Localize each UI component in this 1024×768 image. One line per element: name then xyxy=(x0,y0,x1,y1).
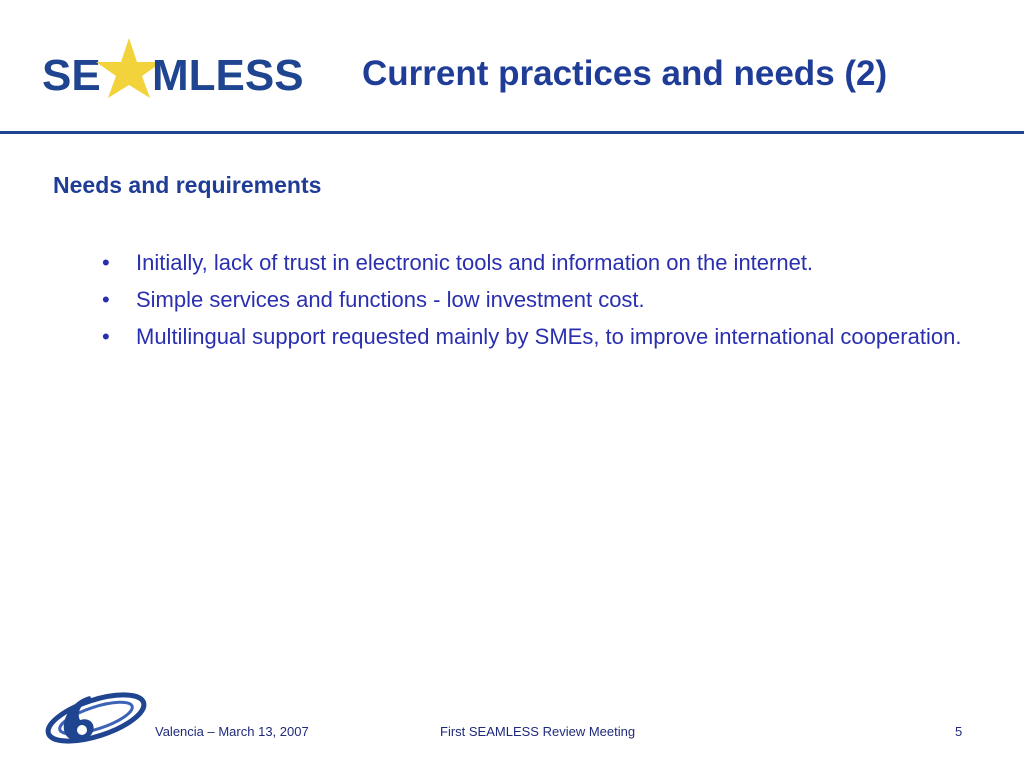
fp6-logo xyxy=(38,688,148,748)
seamless-logo xyxy=(40,36,304,100)
bullet-dot: • xyxy=(102,287,110,312)
title-divider xyxy=(0,131,1024,134)
bullet-item xyxy=(100,247,980,278)
bullet-text: Initially, lack of trust in electronic tools and information on the internet. xyxy=(136,250,814,275)
bullet-text: Multilingual support requested mainly by SMEs, to improve international cooperation. xyxy=(136,324,962,349)
page-number: 5 xyxy=(955,724,963,739)
section-heading: Needs and requirements xyxy=(53,172,322,198)
bullet-dot: • xyxy=(102,250,110,275)
slide-title: Current practices and needs (2) xyxy=(362,54,888,93)
footer-meeting-title: First SEAMLESS Review Meeting xyxy=(440,724,636,739)
footer-location-date: Valencia – March 13, 2007 xyxy=(155,724,309,739)
bullet-item xyxy=(100,284,980,315)
bullet-list xyxy=(100,247,980,358)
bullet-item xyxy=(100,321,980,352)
svg-text:SE: SE xyxy=(42,51,101,100)
svg-text:MLESS: MLESS xyxy=(152,51,304,100)
bullet-dot: • xyxy=(102,324,110,349)
bullet-text: Simple services and functions - low investment cost. xyxy=(136,287,645,312)
